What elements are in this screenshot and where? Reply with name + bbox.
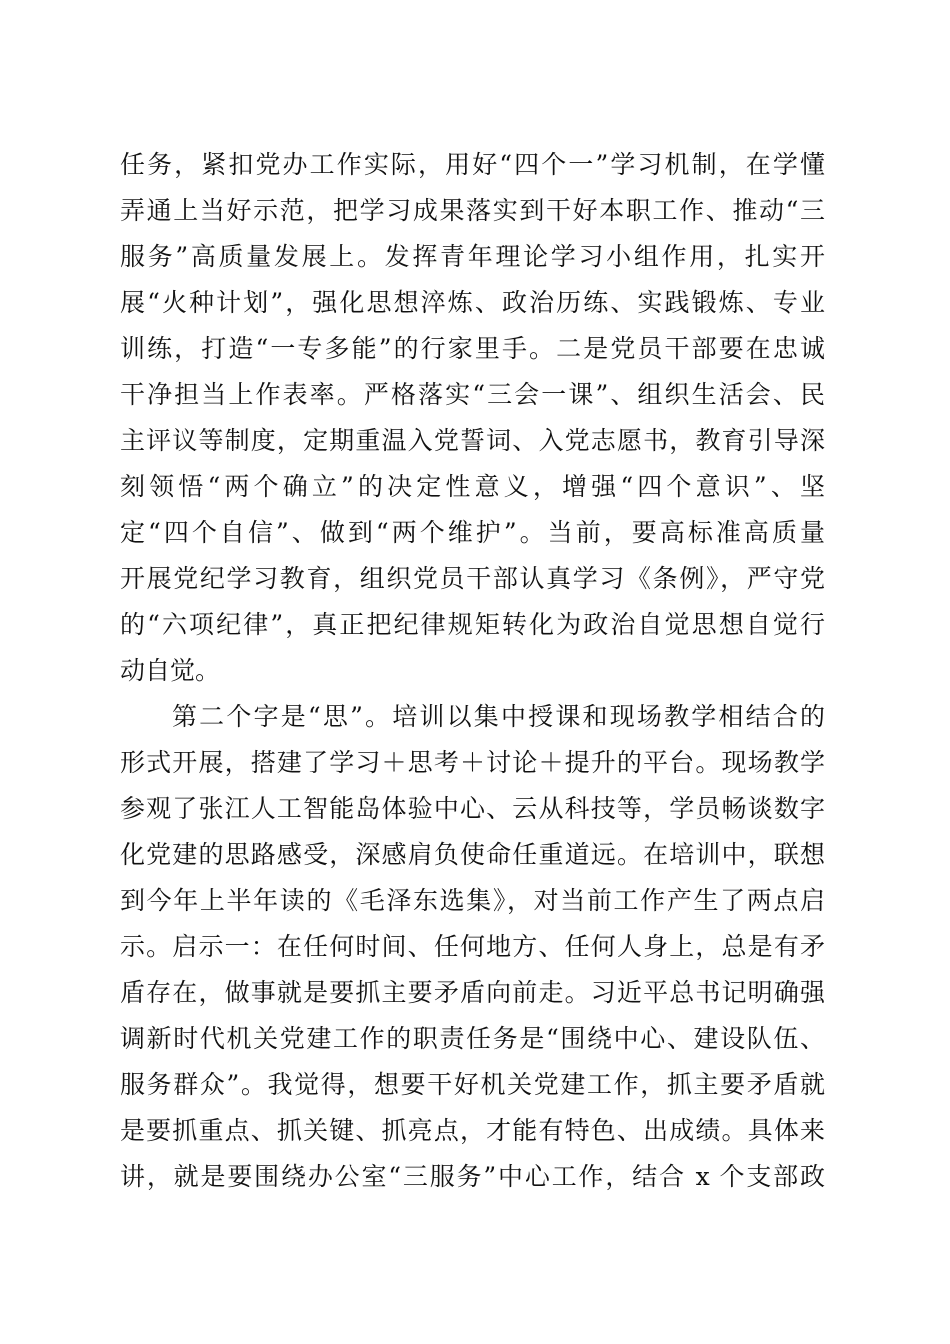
- text-line: 弄通上当好示范，把学习成果落实到干好本职工作、推动“三: [120, 196, 825, 225]
- text-line: 参观了张江人工智能岛体验中心、云从科技等，学员畅谈数字: [120, 794, 825, 823]
- body-text: [120, 142, 825, 1200]
- text-line: 干净担当上作表率。严格落实“三会一课”、组织生活会、民: [120, 380, 825, 409]
- text-line: 调新时代机关党建工作的职责任务是“围绕中心、建设队伍、: [120, 1024, 825, 1053]
- text-line: 服务”高质量发展上。发挥青年理论学习小组作用，扎实开: [120, 242, 825, 271]
- text-line: 的“六项纪律”，真正把纪律规矩转化为政治自觉思想自觉行: [120, 610, 825, 639]
- text-line: 开展党纪学习教育，组织党员干部认真学习《条例》，严守党: [120, 564, 825, 593]
- text-line: 形式开展，搭建了学习＋思考＋讨论＋提升的平台。现场教学: [120, 748, 825, 777]
- text-line: 服务群众”。我觉得，想要干好机关党建工作，抓主要矛盾就: [120, 1070, 825, 1099]
- text-line: 定“四个自信”、做到“两个维护”。当前，要高标准高质量: [120, 518, 825, 547]
- text-line: 到今年上半年读的《毛泽东选集》，对当前工作产生了两点启: [120, 886, 825, 915]
- text-line: 示。启示一：在任何时间、任何地方、任何人身上，总是有矛: [120, 932, 825, 961]
- text-line: 训练，打造“一专多能”的行家里手。二是党员干部要在忠诚: [120, 334, 825, 363]
- text-line: 刻领悟“两个确立”的决定性意义，增强“四个意识”、坚: [120, 472, 825, 501]
- text-line: 是要抓重点、抓关键、抓亮点，才能有特色、出成绩。具体来: [120, 1116, 825, 1145]
- text-line: 盾存在，做事就是要抓主要矛盾向前走。习近平总书记明确强: [120, 978, 825, 1007]
- text-line: 展“火种计划”，强化思想淬炼、政治历练、实践锻炼、专业: [120, 288, 825, 317]
- text-line: 任务，紧扣党办工作实际，用好“四个一”学习机制，在学懂: [120, 150, 825, 179]
- text-line: 讲，就是要围绕办公室“三服务”中心工作，结合 x 个支部政: [120, 1162, 825, 1191]
- text-line: 化党建的思路感受，深感肩负使命任重道远。在培训中，联想: [120, 840, 825, 869]
- text-line: 动自觉。: [120, 656, 221, 685]
- paragraph-start-line: 第二个字是“思”。培训以集中授课和现场教学相结合的: [172, 702, 825, 731]
- text-line: 主评议等制度，定期重温入党誓词、入党志愿书，教育引导深: [120, 426, 825, 455]
